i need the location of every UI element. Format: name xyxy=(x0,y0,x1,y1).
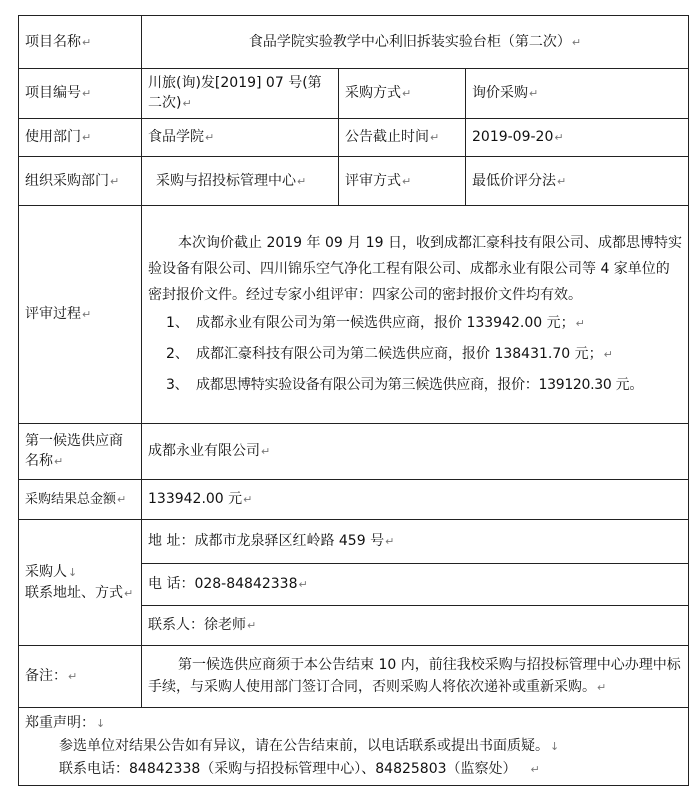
declaration xyxy=(19,708,689,786)
organizer-value: 采购与招投标管理中心↵ xyxy=(142,157,339,206)
first-candidate-value: 成都永业有限公司↵ xyxy=(142,424,689,480)
purchaser-phone: 电 话：028-84842338↵ xyxy=(142,564,689,606)
organizer-label: 组织采购部门↵ xyxy=(19,157,142,206)
purchaser-contact: 联系人：徐老师↵ xyxy=(142,606,689,646)
purchaser-address: 地 址：成都市龙泉驿区红岭路 459 号↵ xyxy=(142,520,689,564)
review-item-1: 1、 成都永业有限公司为第一候选供应商，报价 133942.00 元；↵ xyxy=(166,314,585,331)
first-candidate-label: 第一候选供应商名称↵ xyxy=(19,424,142,480)
total-amount-value: 133942.00 元↵ xyxy=(142,480,689,520)
row-review-process xyxy=(19,206,689,424)
row-department xyxy=(19,119,689,157)
remarks-value: 第一候选供应商须于本公告结束 10 内，前往我校采购与招投标管理中心办理中标手续，与采购人使用部门签订合同，否则采购人将依次递补或重新采购。↵ xyxy=(142,646,689,708)
row-remarks xyxy=(19,646,689,708)
review-label: 评审方式↵ xyxy=(339,157,466,206)
method-value: 询价采购↵ xyxy=(466,69,689,119)
purchaser-label xyxy=(19,520,142,646)
project-name-value: 食品学院实验教学中心利旧拆装实验台柜（第二次）↵ xyxy=(142,16,689,69)
project-no-value: 川旅(询)发[2019] 07 号(第二次)↵ xyxy=(142,69,339,119)
review-paragraph: 本次询价截止 2019 年 09 月 19 日，收到成都汇豪科技有限公司、成都思博特实验设备有限公司、四川锦乐空气净化工程有限公司、成都永业有限公司等 4 家单位的密封报价文件。经过专家小组评审：四家公司的密封报价文件均有效。 xyxy=(148,234,682,303)
row-project-name xyxy=(19,16,689,69)
project-name-label: 项目名称↵ xyxy=(19,16,142,69)
purchaser-label-line2: 联系地址、方式↵ xyxy=(25,584,134,601)
deadline-label: 公告截止时间↵ xyxy=(339,119,466,157)
row-first-candidate xyxy=(19,424,689,480)
review-item-2: 2、 成都汇豪科技有限公司为第二候选供应商，报价 138431.70 元；↵ xyxy=(166,345,613,362)
row-purchaser-address xyxy=(19,520,689,564)
purchaser-label-line1: 采购人↓ xyxy=(25,563,78,580)
row-declaration xyxy=(19,708,689,786)
declaration-line2: 联系电话：84842338（采购与招投标管理中心）、84825803（监察处） ↵ xyxy=(59,761,540,777)
deadline-value: 2019-09-20↵ xyxy=(466,119,689,157)
declaration-line1: 参选单位对结果公告如有异议，请在公告结束前，以电话联系或提出书面质疑。↓ xyxy=(59,738,560,754)
method-label: 采购方式↵ xyxy=(339,69,466,119)
announcement-table xyxy=(18,15,689,786)
review-process-content xyxy=(142,206,689,424)
review-process-label: 评审过程↵ xyxy=(19,206,142,424)
row-total-amount xyxy=(19,480,689,520)
project-no-label: 项目编号↵ xyxy=(19,69,142,119)
row-project-no xyxy=(19,69,689,119)
department-label: 使用部门↵ xyxy=(19,119,142,157)
remarks-label: 备注：↵ xyxy=(19,646,142,708)
declaration-title: 郑重声明：↓ xyxy=(25,715,106,731)
department-value: 食品学院↵ xyxy=(142,119,339,157)
row-organizer xyxy=(19,157,689,206)
review-item-3: 3、 成都思博特实验设备有限公司为第三候选供应商，报价：139120.30 元。 xyxy=(166,376,644,393)
total-amount-label: 采购结果总金额↵ xyxy=(19,480,142,520)
review-value: 最低价评分法↵ xyxy=(466,157,689,206)
